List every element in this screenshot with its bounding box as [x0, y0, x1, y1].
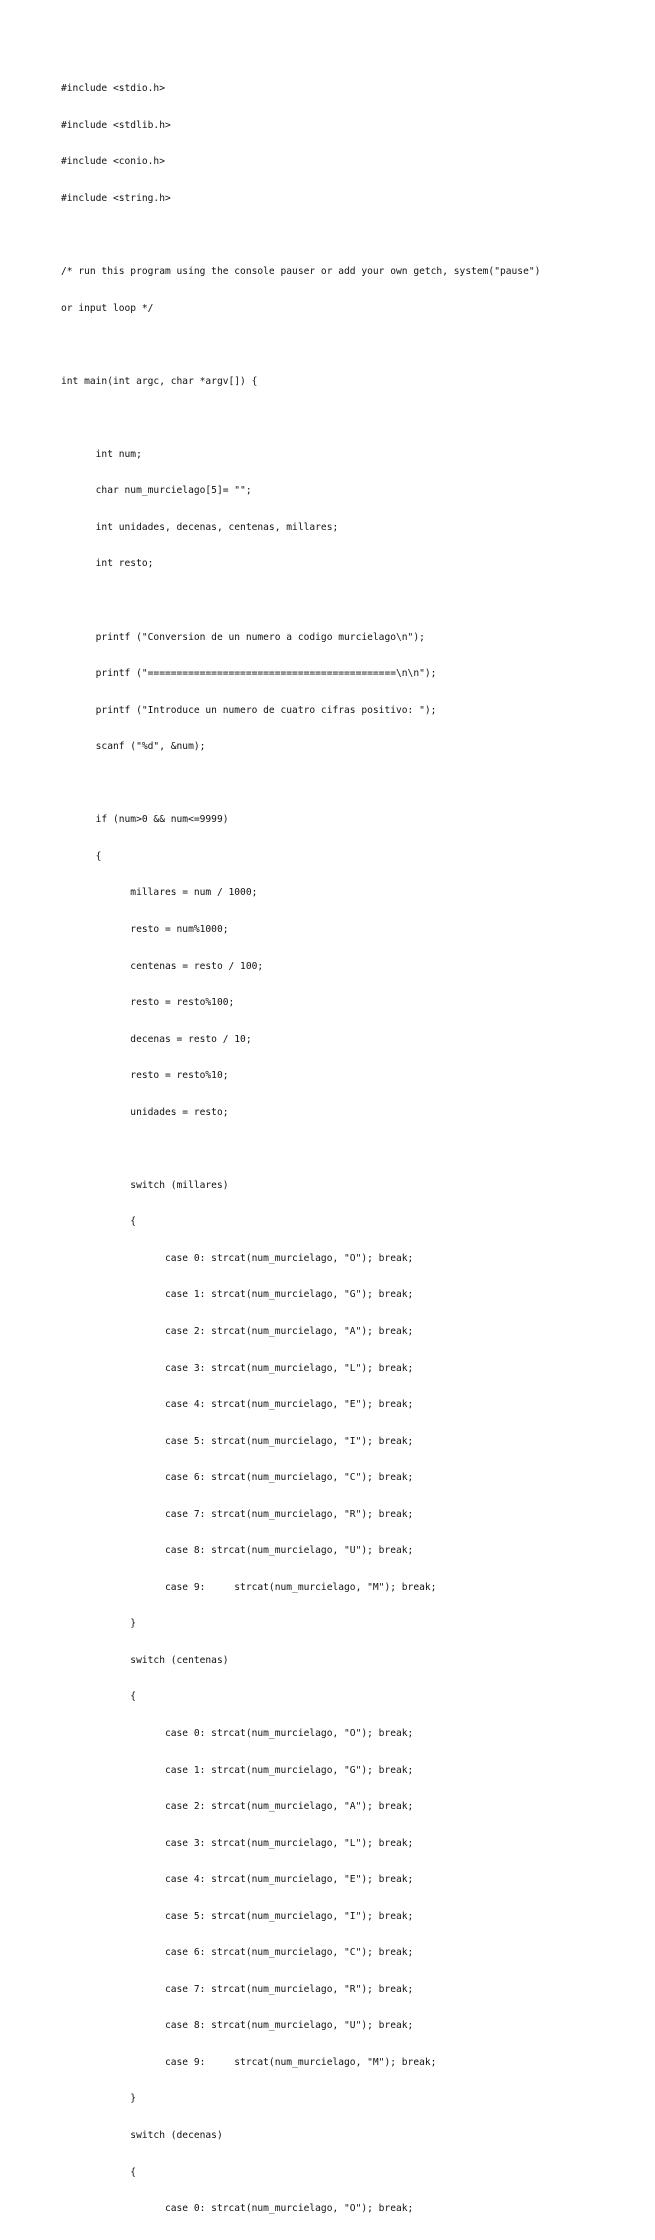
code-line: case 3: strcat(num_murcielago, "L"); break; [61, 1362, 414, 1374]
code-line: case 6: strcat(num_murcielago, "C"); break; [61, 1472, 414, 1484]
code-line [61, 230, 631, 242]
code-line: case 7: strcat(num_murcielago, "R"); break; [61, 1508, 414, 1520]
code-line: case 1: strcat(num_murcielago, "G"); break; [61, 1289, 414, 1301]
code-line: { [61, 1216, 137, 1228]
code-line: case 3: strcat(num_murcielago, "L"); break; [61, 1837, 414, 1849]
code-line: if (num>0 && num<=9999) [61, 814, 229, 826]
code-line: unidades = resto; [61, 1106, 229, 1118]
code-line: switch (millares) [61, 1179, 229, 1191]
code-line: case 5: strcat(num_murcielago, "I"); break; [61, 1435, 414, 1447]
code-line: #include <stdlib.h> [61, 119, 171, 131]
code-line: case 1: strcat(num_murcielago, "G"); break; [61, 1764, 414, 1776]
code-line: case 2: strcat(num_murcielago, "A"); break; [61, 1325, 414, 1337]
code-line: } [61, 2093, 137, 2105]
code-line: or input loop */ [61, 302, 154, 314]
code-line: case 7: strcat(num_murcielago, "R"); break; [61, 1983, 414, 1995]
code-line: { [61, 850, 102, 862]
code-line: switch (decenas) [61, 2130, 223, 2141]
code-line: printf ("Introduce un numero de cuatro cifras positivo: "); [61, 704, 437, 716]
code-line: case 8: strcat(num_murcielago, "U"); break; [61, 1545, 414, 1557]
code-line: case 0: strcat(num_murcielago, "O"); break; [61, 1252, 414, 1264]
code-line: case 9: strcat(num_murcielago, "M"); break; [61, 1581, 437, 1593]
code-line: int num; [61, 448, 142, 460]
code-line: int resto; [61, 558, 154, 570]
code-line: centenas = resto / 100; [61, 960, 264, 972]
code-line: case 0: strcat(num_murcielago, "O"); break; [61, 2203, 414, 2215]
code-line: switch (centenas) [61, 1654, 229, 1666]
code-line: case 8: strcat(num_murcielago, "U"); break; [61, 2020, 414, 2032]
code-line: case 0: strcat(num_murcielago, "O"); break; [61, 1727, 414, 1739]
code-line: scanf ("%d", &num); [61, 741, 206, 753]
code-line [61, 778, 631, 790]
code-line: #include <string.h> [61, 193, 171, 205]
code-line: int unidades, decenas, centenas, millares; [61, 521, 339, 533]
code-line: case 4: strcat(num_murcielago, "E"); break; [61, 1399, 414, 1411]
code-line [61, 339, 631, 351]
code-line: char num_murcielago[5]= ""; [61, 485, 252, 497]
code-line [61, 1143, 631, 1155]
code-line: decenas = resto / 10; [61, 1033, 252, 1045]
code-line: printf ("Conversion de un numero a codigo murcielago\n"); [61, 631, 425, 643]
code-listing [61, 59, 631, 2240]
code-line: resto = resto%10; [61, 1070, 229, 1082]
code-line [61, 412, 631, 424]
code-line: { [61, 1691, 137, 1703]
code-line: case 9: strcat(num_murcielago, "M"); break; [61, 2056, 437, 2068]
code-line: resto = resto%100; [61, 997, 235, 1009]
code-line [61, 595, 631, 607]
code-line: resto = num%1000; [61, 923, 229, 935]
code-line: /* run this program using the console pauser or add your own getch, system("pause") [61, 266, 541, 278]
code-line: case 2: strcat(num_murcielago, "A"); break; [61, 1801, 414, 1813]
code-line: printf ("===========================================\n\n"); [61, 668, 437, 680]
code-line: #include <stdio.h> [61, 83, 165, 95]
code-line: { [61, 2166, 137, 2178]
code-line: case 4: strcat(num_murcielago, "E"); break; [61, 1874, 414, 1886]
code-line: } [61, 1618, 137, 1630]
code-line: millares = num / 1000; [61, 887, 258, 899]
code-line: case 5: strcat(num_murcielago, "I"); break; [61, 1910, 414, 1922]
code-line: case 6: strcat(num_murcielago, "C"); break; [61, 1947, 414, 1959]
code-line: int main(int argc, char *argv[]) { [61, 375, 258, 387]
code-line: #include <conio.h> [61, 156, 165, 168]
